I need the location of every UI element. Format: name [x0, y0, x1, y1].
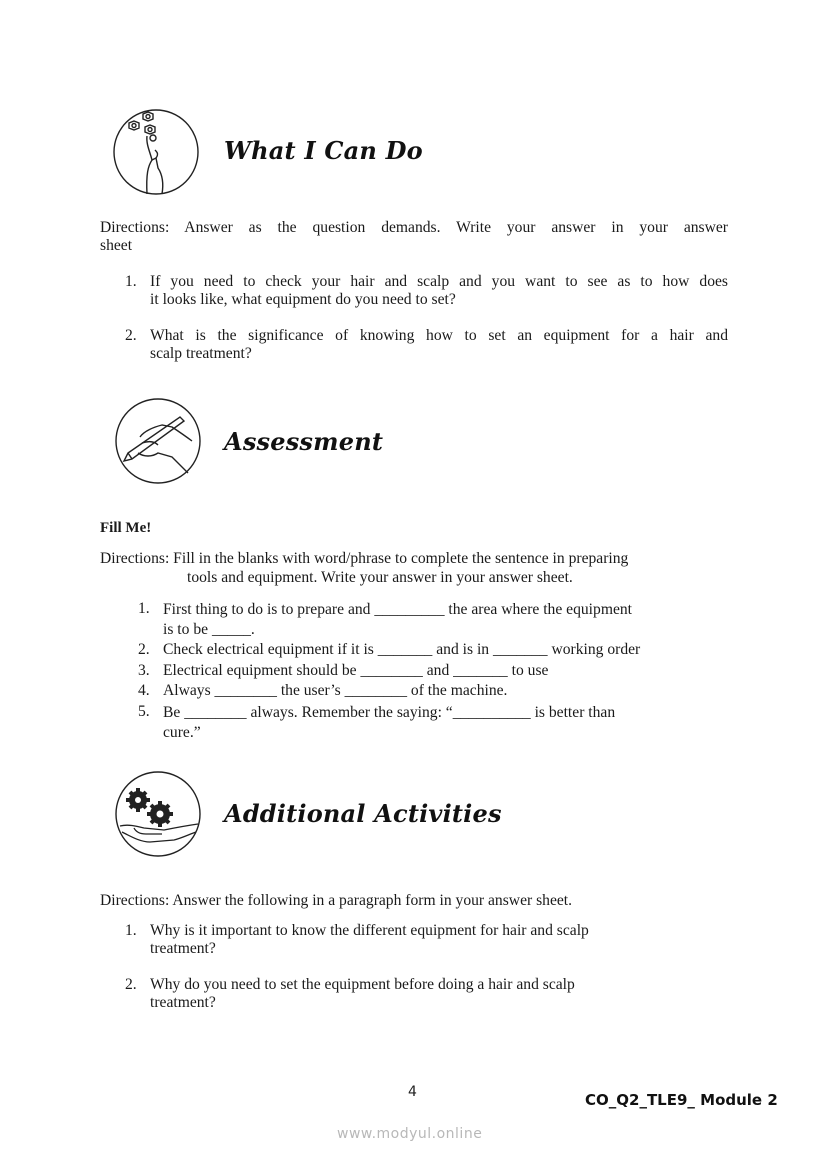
item-text: scalp treatment? — [150, 345, 252, 362]
item-number: 5. — [138, 703, 150, 720]
item-text: it looks like, what equipment do you need to set? — [150, 291, 456, 308]
directions-line: tools and equipment. Write your answer in your answer sheet. — [187, 569, 573, 586]
hand-writing-pencil-icon — [114, 397, 202, 485]
item-text: Why do you need to set the equipment before doing a hair and scalp — [150, 976, 575, 993]
item-text: treatment? — [150, 994, 216, 1011]
section-title-additional-activities: Additional Activities — [224, 799, 502, 828]
module-code: CO_Q2_TLE9_ Module 2 — [585, 1091, 778, 1109]
directions-assessment — [100, 550, 728, 587]
directions-additional-activities: Directions: Answer the following in a paragraph form in your answer sheet. — [100, 892, 573, 909]
watermark: www.modyul.online — [337, 1126, 483, 1142]
item-text: Be ________ always. Remember the saying: “__________ is better than — [163, 704, 616, 721]
item-text: is to be _____. — [163, 621, 255, 638]
directions-line: Directions: Answer as the question demands. Write your answer in your answer — [100, 219, 728, 236]
directions-line: Directions: Fill in the blanks with word/phrase to complete the sentence in preparing — [100, 550, 629, 567]
hand-with-nuts-icon — [112, 108, 200, 196]
page-number: 4 — [408, 1084, 417, 1100]
item-text: Check electrical equipment if it is _______ and is in _______ working order — [163, 641, 641, 658]
directions-line: sheet — [100, 237, 133, 254]
item-text: What is the significance of knowing how to set an equipment for a hair and — [150, 327, 728, 344]
item-text: treatment? — [150, 940, 216, 957]
item-text: Electrical equipment should be ________ and _______ to use — [163, 662, 549, 679]
item-text: Always ________ the user’s ________ of the machine. — [163, 682, 508, 699]
hand-with-gears-icon — [114, 770, 202, 858]
section-title-what-i-can-do: What I Can Do — [224, 136, 423, 165]
section-title-assessment: Assessment — [224, 427, 384, 456]
item-number: 2. — [138, 641, 150, 658]
directions-what-i-can-do — [100, 219, 728, 255]
subtitle-fill-me: Fill Me! — [100, 520, 152, 536]
item-number: 1. — [125, 273, 137, 290]
item-text: Why is it important to know the different equipment for hair and scalp — [150, 922, 589, 939]
item-number: 2. — [125, 327, 137, 344]
item-number: 4. — [138, 682, 150, 699]
item-number: 3. — [138, 662, 150, 679]
item-text: First thing to do is to prepare and _________ the area where the equipment — [163, 601, 632, 618]
item-number: 1. — [125, 922, 137, 939]
item-number: 2. — [125, 976, 137, 993]
item-text: If you need to check your hair and scalp and you want to see as to how does — [150, 273, 728, 290]
item-number: 1. — [138, 600, 150, 617]
item-text: cure.” — [163, 724, 201, 741]
